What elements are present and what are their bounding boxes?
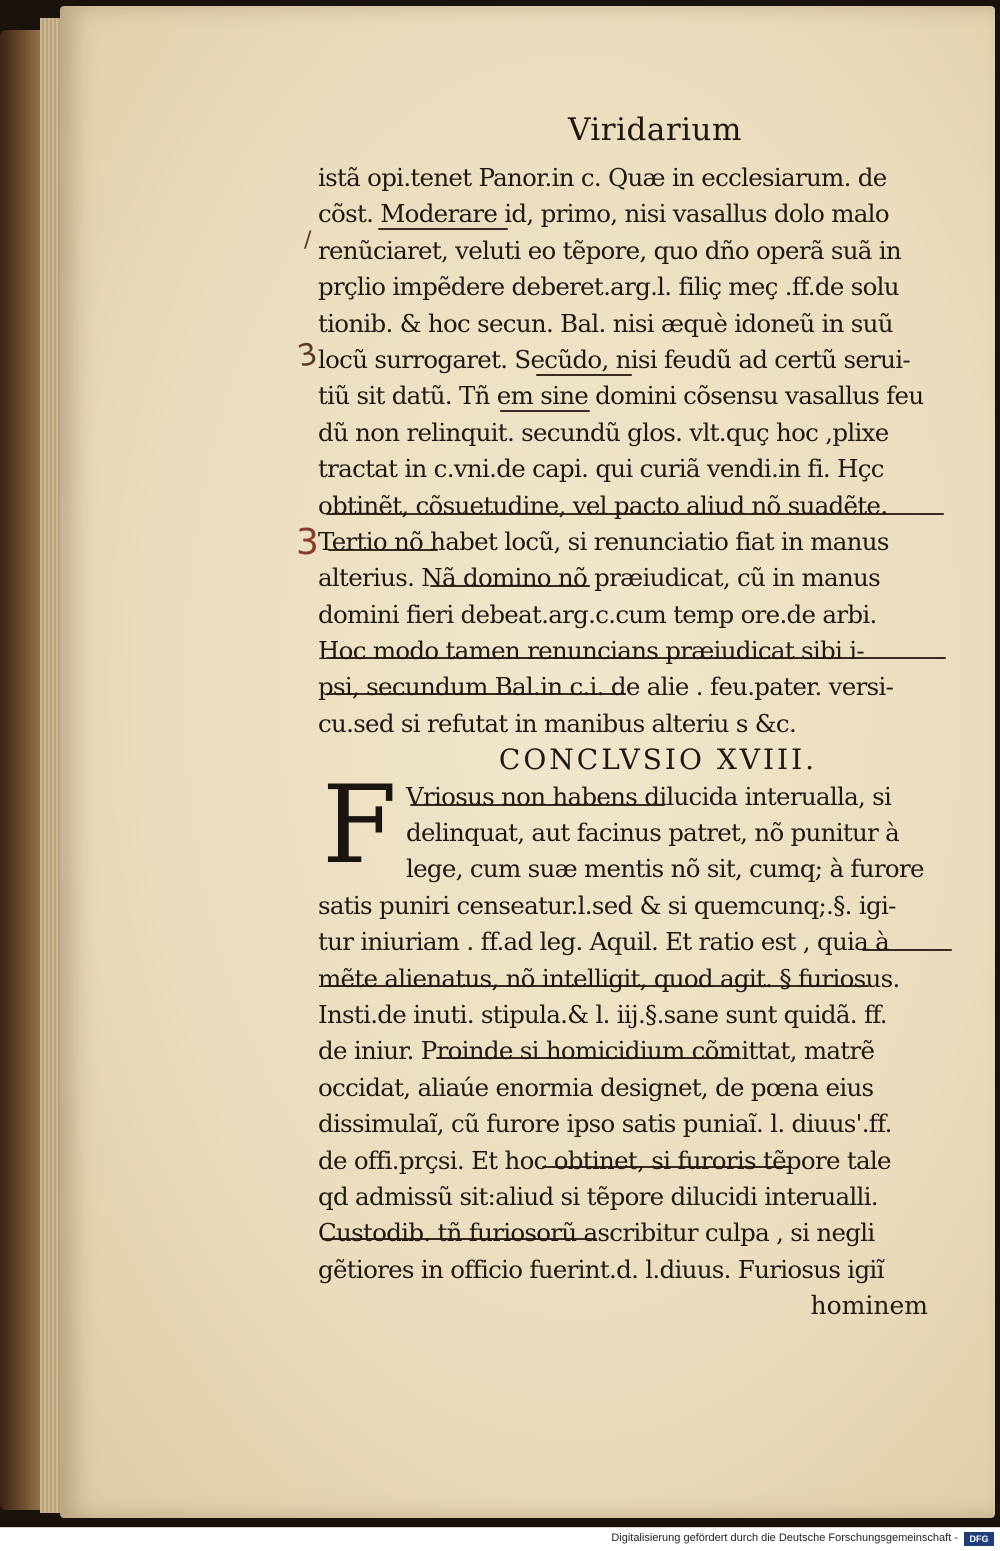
- text-line: renũciaret, veluti eo tẽpore, quo dño operã suã in: [318, 235, 901, 265]
- text-line: qd admissũ sit:aliud si tẽpore dilucidi interualli.: [318, 1181, 878, 1211]
- margin-mark-slash: /: [304, 228, 312, 253]
- page-leaves: [40, 18, 62, 1513]
- text-line: gẽtiores in officio fuerint.d. l.diuus. Furiosus igiĩ: [318, 1254, 884, 1284]
- text-line: tractat in c.vni.de capi. qui curiã vendi.in fi. Hçc: [318, 454, 884, 484]
- text-block: [318, 160, 958, 1324]
- text-line: Insti.de inuti. stipula.& l. iij.§.sane sunt quidã. ff.: [318, 999, 887, 1029]
- text-line: istã opi.tenet Panor.in c. Quæ in ecclesiarum. de: [318, 163, 887, 192]
- dfg-logo[interactable]: DFG: [964, 1532, 994, 1546]
- text-line: domini fieri debeat.arg.c.cum temp ore.de arbi.: [318, 599, 877, 629]
- text-line: Vriosus non habens dilucida interualla, si: [406, 781, 892, 811]
- running-head: Viridarium: [568, 112, 742, 148]
- text-line: alterius. Nã domino nõ præiudicat, cũ in manus: [318, 563, 880, 593]
- text-line: mẽte alienatus, nõ intelligit, quod agit. § furiosus.: [318, 963, 900, 993]
- text-line: tiũ sit datũ. Tñ em sine domini cõsensu vasallus feu: [318, 381, 924, 411]
- text-line: tur iniuriam . ff.ad leg. Aquil. Et ratio est , quia à: [318, 927, 890, 957]
- text-line: satis puniri censeatur.l.sed & si quemcunq;.§. igi-: [318, 890, 896, 920]
- margin-mark-number: 3: [296, 522, 319, 563]
- drop-cap-initial: F: [322, 763, 397, 888]
- text-line: de offi.prçsi. Et hoc obtinet, si furoris tẽpore tale: [318, 1145, 891, 1175]
- text-line: cõst. Moderare id, primo, nisi vasallus dolo malo: [318, 199, 889, 229]
- text-line: dũ non relinquit. secundũ glos. vlt.quç hoc ,plixe: [318, 417, 889, 447]
- section-heading: CONCLVSIO XVIII.: [498, 743, 818, 777]
- text-line: prçlio impẽdere deberet.arg.l. filiç meç .ff.de solu: [318, 272, 899, 302]
- text-line: delinquat, aut facinus patret, nõ punitur à: [406, 818, 900, 848]
- text-line: tionib. & hoc secun. Bal. nisi æquè idoneũ in suũ: [318, 308, 893, 338]
- catchword: hominem: [810, 1291, 928, 1321]
- text-line: occidat, aliaúe enormia designet, de pœna eius: [318, 1072, 874, 1102]
- text-line: Tertio nõ habet locũ, si renunciatio fiat in manus: [318, 526, 889, 556]
- text-line: Hoc modo tamen renuncians præiudicat sibi i-: [318, 636, 864, 666]
- funding-credit: Digitalisierung gefördert durch die Deutsche Forschungsgemeinschaft -: [611, 1532, 958, 1544]
- footer-bar: [0, 1527, 1000, 1551]
- text-line: de iniur. Proinde si homicidium cõmittat, matrẽ: [318, 1036, 875, 1066]
- text-line: dissimulaĩ, cũ furore ipso satis puniaĩ. l. diuus'.ff.: [318, 1109, 892, 1139]
- text-line: locũ surrogaret. Secũdo, nisi feudũ ad certũ serui-: [318, 344, 910, 374]
- text-line: psi, secundum Bal.in c.i. de alie . feu.pater. versi-: [318, 672, 894, 702]
- text-line: obtinẽt, cõsuetudine, vel pacto aliud nõ suadẽte.: [318, 490, 888, 520]
- text-line: Custodib. tñ furiosorũ ascribitur culpa , si negli: [318, 1218, 875, 1248]
- text-line: lege, cum suæ mentis nõ sit, cumq; à furore: [406, 854, 924, 884]
- text-line: cu.sed si refutat in manibus alteriu s &c.: [318, 708, 797, 738]
- margin-mark-number: 3: [294, 336, 321, 375]
